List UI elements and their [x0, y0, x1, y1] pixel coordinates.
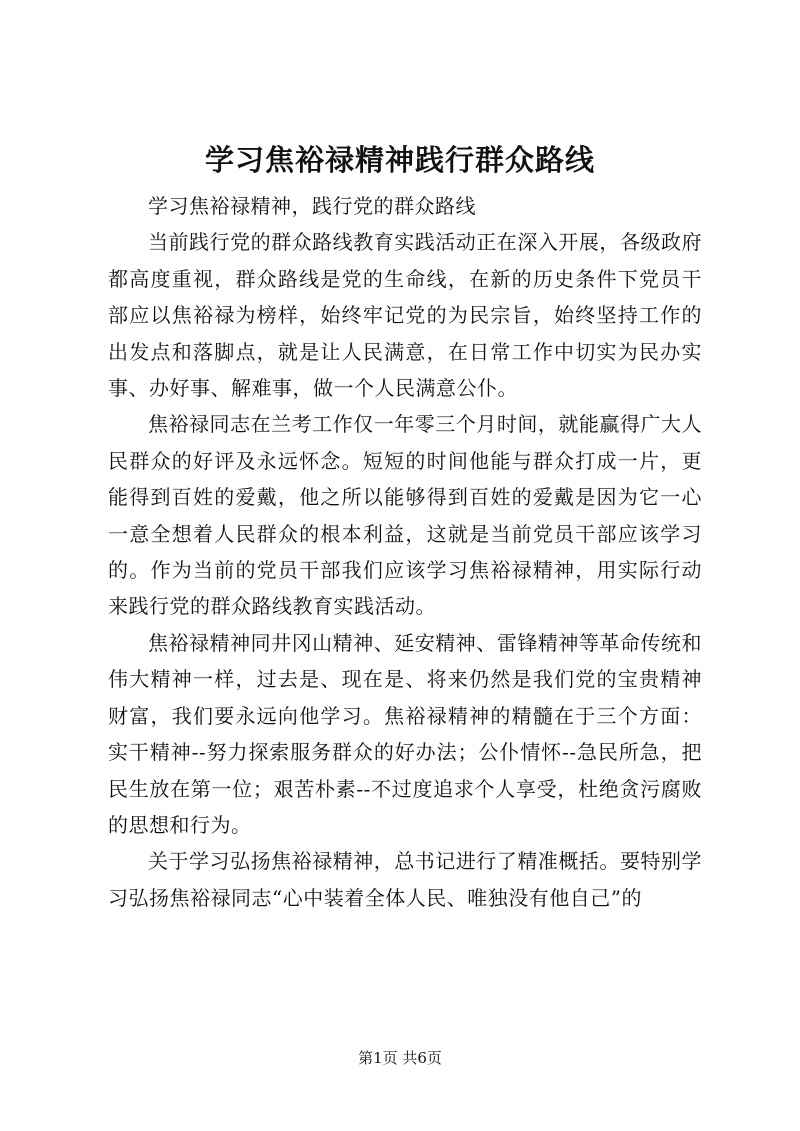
paragraph-subtitle: 学习焦裕禄精神，践行党的群众路线: [148, 194, 476, 218]
paragraph: 焦裕禄精神同井冈山精神、延安精神、雷锋精神等革命传统和伟大精神一样，过去是、现在是、将来仍然是我们党的宝贵精神财富，我们要永远向他学习。焦裕禄精神的精髓在于三个方面：实干精神--努力探索服务群众的好办法；公仆情怀--急民所急，把民生放在第一位；艰苦朴素--不过度追求个人享受，杜绝贪污腐败的思想和行为。: [108, 630, 702, 837]
paragraph: 当前践行党的群众路线教育实践活动正在深入开展，各级政府都高度重视，群众路线是党的生命线，在新的历史条件下党员干部应以焦裕禄为榜样，始终牢记党的为民宗旨，始终坚持工作的出发点和落脚点，就是让人民满意，在日常工作中切实为民办实事、办好事、解难事，做一个人民满意公仆。: [108, 230, 702, 401]
page-number: 第1页 共6页: [358, 1049, 442, 1067]
paragraph: 关于学习弘扬焦裕禄精神，总书记进行了精准概括。要特别学习弘扬焦裕禄同志“心中装着全体人民、唯独没有他自己”的: [108, 849, 702, 910]
document-body: [108, 188, 702, 916]
paragraph: 焦裕禄同志在兰考工作仅一年零三个月时间，就能赢得广大人民群众的好评及永远怀念。短短的时间他能与群众打成一片，更能得到百姓的爱戴，他之所以能够得到百姓的爱戴是因为它一心一意全想着人民群众的根本利益，这就是当前党员干部应该学习的。作为当前的党员干部我们应该学习焦裕禄精神，用实际行动来践行党的群众路线教育实践活动。: [108, 412, 702, 619]
document-title: 学习焦裕禄精神践行群众路线: [204, 143, 595, 177]
